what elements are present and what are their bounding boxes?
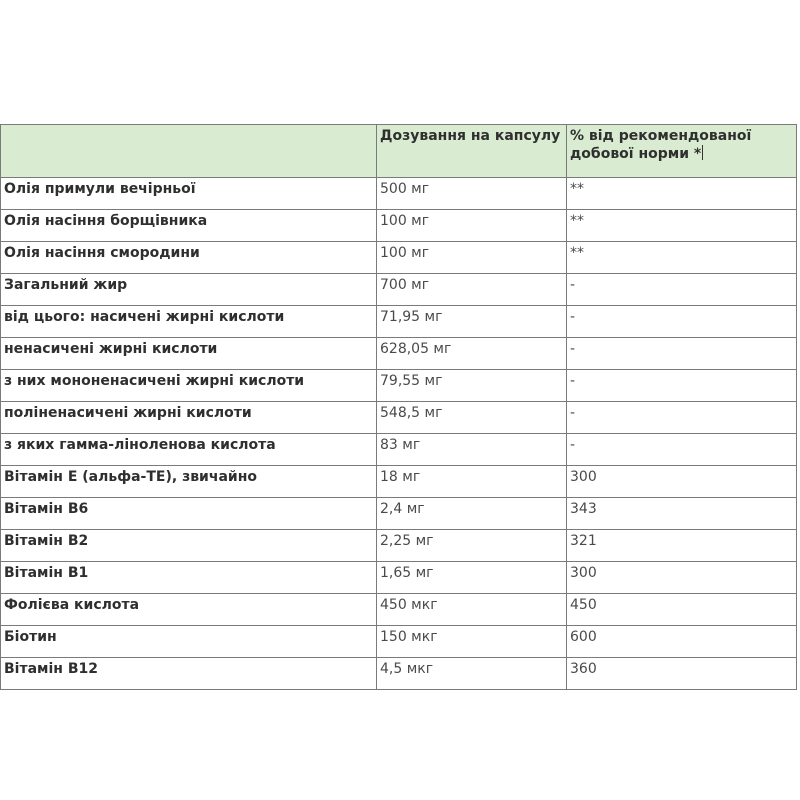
cell-name: Вітамін B2 (1, 530, 377, 562)
cell-dose: 79,55 мг (377, 370, 567, 402)
cell-dose: 71,95 мг (377, 306, 567, 338)
cell-percent: 343 (567, 498, 797, 530)
table-row (1, 466, 797, 498)
cell-name: Олія примули вечірньої (1, 178, 377, 210)
cell-percent: ** (567, 210, 797, 242)
cell-name: з них мононенасичені жирні кислоти (1, 370, 377, 402)
cell-name: Вітамін E (альфа-TE), звичайно (1, 466, 377, 498)
cell-name: Вітамін B12 (1, 658, 377, 690)
cell-percent: - (567, 370, 797, 402)
nutrition-table (0, 124, 797, 690)
cell-dose: 18 мг (377, 466, 567, 498)
cell-percent: 360 (567, 658, 797, 690)
cell-name: Загальний жир (1, 274, 377, 306)
cell-name: поліненасичені жирні кислоти (1, 402, 377, 434)
cell-dose: 450 мкг (377, 594, 567, 626)
cell-dose: 2,4 мг (377, 498, 567, 530)
table-row (1, 178, 797, 210)
table-row (1, 434, 797, 466)
table-row (1, 210, 797, 242)
header-percent-cell (567, 125, 797, 178)
table-row (1, 370, 797, 402)
cell-dose: 700 мг (377, 274, 567, 306)
cell-name: від цього: насичені жирні кислоти (1, 306, 377, 338)
cell-dose: 83 мг (377, 434, 567, 466)
table-body (1, 178, 797, 690)
cell-dose: 2,25 мг (377, 530, 567, 562)
cell-dose: 500 мг (377, 178, 567, 210)
header-name-cell (1, 125, 377, 178)
table-row (1, 530, 797, 562)
cell-dose: 548,5 мг (377, 402, 567, 434)
header-dose-cell: Дозування на капсулу (377, 125, 567, 178)
table-header (1, 125, 797, 178)
text-cursor (702, 145, 703, 160)
table-row (1, 562, 797, 594)
table-row (1, 402, 797, 434)
cell-dose: 628,05 мг (377, 338, 567, 370)
cell-name: Фолієва кислота (1, 594, 377, 626)
cell-name: Вітамін B1 (1, 562, 377, 594)
cell-percent: - (567, 434, 797, 466)
cell-dose: 150 мкг (377, 626, 567, 658)
cell-percent: ** (567, 242, 797, 274)
cell-dose: 1,65 мг (377, 562, 567, 594)
cell-percent: - (567, 338, 797, 370)
table-row (1, 306, 797, 338)
cell-percent: 300 (567, 466, 797, 498)
cell-percent: - (567, 306, 797, 338)
cell-name: Олія насіння борщівника (1, 210, 377, 242)
cell-percent: - (567, 402, 797, 434)
cell-percent: 600 (567, 626, 797, 658)
table-row (1, 242, 797, 274)
cell-percent: 321 (567, 530, 797, 562)
table-row (1, 658, 797, 690)
cell-percent: ** (567, 178, 797, 210)
cell-name: ненасичені жирні кислоти (1, 338, 377, 370)
cell-dose: 4,5 мкг (377, 658, 567, 690)
cell-percent: 300 (567, 562, 797, 594)
table-row (1, 338, 797, 370)
cell-percent: 450 (567, 594, 797, 626)
table-row (1, 594, 797, 626)
table-row (1, 274, 797, 306)
cell-name: Біотин (1, 626, 377, 658)
cell-dose: 100 мг (377, 210, 567, 242)
cell-percent: - (567, 274, 797, 306)
table-row (1, 498, 797, 530)
cell-name: з яких гамма-ліноленова кислота (1, 434, 377, 466)
table-row (1, 626, 797, 658)
header-row (1, 125, 797, 178)
cell-dose: 100 мг (377, 242, 567, 274)
cell-name: Вітамін B6 (1, 498, 377, 530)
header-percent-text: % від рекомендованої добової норми * (570, 128, 752, 162)
cell-name: Олія насіння смородини (1, 242, 377, 274)
